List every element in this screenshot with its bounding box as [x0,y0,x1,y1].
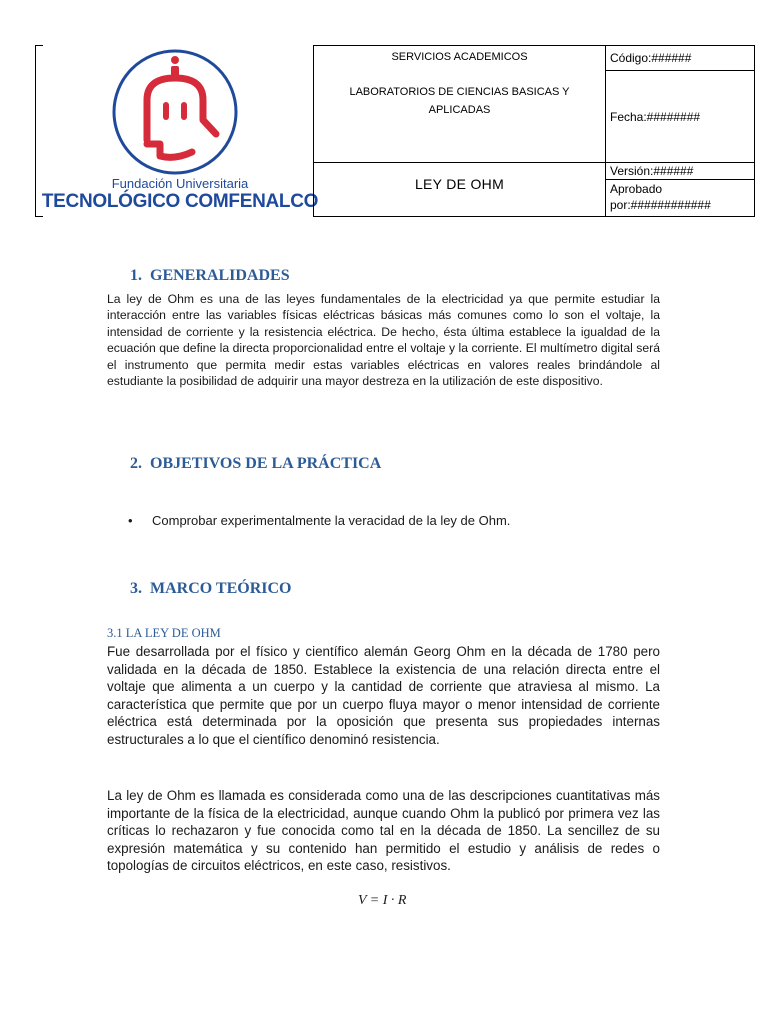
header-bracket-top [35,45,43,46]
subsection-3-1-title: 3.1 LA LEY DE OHM [107,626,221,640]
logo-emblem-icon [100,48,250,176]
section-2-heading [130,455,381,473]
header-bracket-bottom [35,216,43,217]
bullet-icon: • [128,513,133,528]
aprobado-label: Aprobado [610,182,663,196]
section-1-heading [130,267,290,285]
section-1-number: 1. [130,267,142,284]
section-2-title: OBJETIVOS DE LA PRÁCTICA [150,455,382,472]
institution-name-line2: TECNOLÓGICO COMFENALCO [41,191,319,212]
section-1-body: La ley de Ohm es una de las leyes fundamentales de la electricidad ya que permite estudiar la interacción entre las variables físicas eléctricas básicas más comunes como lo son el voltaje, la intensidad de corriente y la resistencia eléctrica. De hecho, ésta última establece la igualdad de la ecuación que define la directa proporcionalidad entre el voltaje y la corriente. El multímetro digital será el instrumento que permita medir estas variables eléctricas en valores reales brindándole al estudiante la posibilidad de adquirir una mayor destreza en la utilización de este dispositivo. [107,292,660,389]
services-label: SERVICIOS ACADEMICOS [391,51,528,63]
codigo-cell [606,46,755,71]
labs-label: LABORATORIOS DE CIENCIAS BASICAS Y APLICADAS [349,86,570,116]
aprobado-value: por:############ [610,198,711,212]
section-3-heading [130,580,292,598]
institution-logo [100,48,250,176]
header-table [313,45,755,217]
section-3-title: MARCO TEÓRICO [150,580,292,597]
objective-text: Comprobar experimentalmente la veracidad de la ley de Ohm. [152,513,511,528]
fecha-label: Fecha:######## [610,109,701,124]
section-1-title: GENERALIDADES [150,267,290,284]
doc-title-cell [314,163,606,217]
ohm-law-formula: V = I · R [358,893,407,908]
section-2-number: 2. [130,455,142,472]
section-3-number: 3. [130,580,142,597]
institution-name-line1: Fundación Universitaria [111,176,249,191]
doc-title: LEY DE OHM [414,176,505,192]
version-cell [606,163,755,180]
section-3-paragraph-1: Fue desarrollada por el físico y científico alemán Georg Ohm en la década de 1780 pero validada en la década de 1850. Establece la existencia de una relación directa entre el voltaje que alimenta a un cuerpo y la cantidad de corriente que atraviesa al mismo. La característica que permite que por un cuerpo fluya mayor o menor intensidad de corriente eléctrica está determinada por la oposición que presenta sus propiedades internas estructurales a lo que el científico denominó resistencia. [107,644,660,747]
fecha-cell [606,71,755,163]
codigo-label: Código:###### [610,51,692,65]
aprobado-cell [606,180,755,217]
header-title-cell [314,46,606,163]
section-3-paragraph-2: La ley de Ohm es llamada es considerada como una de las descripciones cuantitativas más importante de la física de la electricidad, aunque cuando Ohm la publicó por primera vez las críticas lo rechazaron y fue conocida como tal en la década de 1850. La sencillez de su expresión matemática y su contenido han permitido el estudio y análisis de redes o topologías de circuitos eléctricos, en este caso, resistivos. [107,788,660,874]
header-bracket-left [35,45,36,217]
version-label: Versión:###### [610,164,694,178]
